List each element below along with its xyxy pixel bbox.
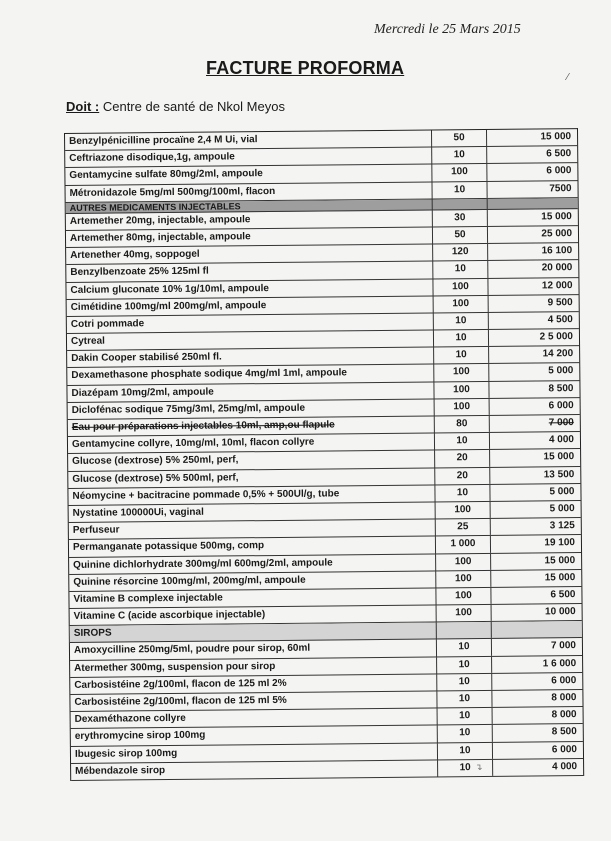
quantity-cell: 20 — [435, 467, 490, 484]
item-name-cell: Vitamine C (acide ascorbique injectable) — [70, 606, 437, 626]
quantity-cell: 25 — [436, 519, 491, 536]
price-cell: 5 000 — [548, 365, 574, 377]
quantity-cell: 100 — [435, 399, 490, 416]
price-cell: 6 500 — [546, 148, 572, 160]
quantity-cell: 20 — [435, 450, 490, 467]
item-name-cell: Nystatine 100000Ui, vaginal — [69, 502, 436, 522]
item-name-cell: Ceftriazone disodique,1g, ampoule — [65, 148, 432, 168]
item-name-cell: Glucose (dextrose) 5% 500ml, perf, — [68, 468, 435, 488]
billed-to-label: Doit : — [66, 99, 100, 114]
quantity-cell: 10 — [437, 674, 492, 691]
price-cell: 20 000 — [541, 262, 573, 274]
quantity-cell: 10 — [432, 147, 487, 164]
quantity-cell: 10 — [434, 330, 489, 347]
quantity-cell: 10 — [435, 433, 490, 450]
price-cell: 4 500 — [547, 313, 573, 326]
item-name-cell: Néomycine + bacitracine pommade 0,5% + 500Ul/g, tube — [68, 485, 435, 505]
price-cell: 5 000 — [549, 503, 575, 515]
item-name-cell: Glucose (dextrose) 5% 250ml, perf, — [68, 451, 435, 471]
price-cell: 6 000 — [551, 674, 577, 687]
quantity-cell: 30 — [433, 210, 488, 227]
price-cell: 15 000 — [544, 571, 576, 584]
item-name-cell: Carbosistéine 2g/100ml, flacon de 125 ml 2% — [70, 674, 437, 694]
invoice-date: Mercredi le 25 Mars 2015 — [374, 22, 521, 37]
price-cell: 6 000 — [546, 165, 572, 177]
pen-mark: ⁄ — [567, 72, 569, 83]
quantity-cell: 10 — [437, 657, 492, 674]
quantity-cell: 100 — [434, 364, 489, 381]
price-cell: 16 100 — [541, 245, 573, 257]
item-name-cell: Amoxycilline 250mg/5ml, poudre pour sirop, 60ml — [70, 640, 437, 660]
item-name-cell: AUTRES MEDICAMENTS INJECTABLES — [66, 199, 433, 213]
quantity-cell: 100 — [437, 605, 492, 622]
items-table — [64, 128, 584, 781]
item-name-cell: Eau pour préparations injectables 10ml, amp,ou flapule — [68, 416, 435, 436]
item-name-cell: Ibugesic sirop 100mg — [71, 743, 438, 763]
item-name-cell: SIROPS — [70, 623, 437, 643]
item-name-cell: Mébendazole sirop — [71, 760, 438, 780]
pen-mark: ↴ — [475, 762, 483, 772]
billed-to — [66, 99, 285, 114]
item-name-cell: Carbosistéine 2g/100ml, flacon de 125 ml 5% — [70, 691, 437, 711]
price-cell: 7500 — [549, 182, 572, 194]
item-name-cell: Cytreal — [67, 331, 434, 351]
item-name-cell: Artenether 40mg, soppogel — [66, 245, 433, 265]
price-cell: 1 6 000 — [542, 657, 577, 670]
item-name-cell: Diclofénac sodique 75mg/3ml, 25mg/ml, ampoule — [68, 399, 435, 419]
quantity-cell: 10 — [434, 347, 489, 364]
price-cell: 5 000 — [549, 485, 575, 498]
quantity-cell: 10 — [438, 708, 493, 725]
quantity-cell: 10 — [438, 760, 493, 777]
invoice-title: FACTURE PROFORMA — [206, 58, 405, 78]
item-name-cell: Dexamethasone phosphate sodique 4mg/ml 1ml, ampoule — [67, 365, 434, 385]
quantity-cell: 100 — [436, 571, 491, 588]
price-cell: 25 000 — [541, 228, 573, 240]
item-name-cell: Calcium gluconate 10% 1g/10ml, ampoule — [66, 279, 433, 299]
quantity-cell: 100 — [436, 553, 491, 570]
price-cell: 2 5 000 — [539, 331, 574, 343]
price-cell: 13 500 — [543, 468, 575, 480]
item-name-cell: Dexaméthazone collyre — [71, 709, 438, 729]
quantity-cell: 100 — [436, 502, 491, 519]
item-name-cell: Quinine résorcine 100mg/ml, 200mg/ml, ampoule — [69, 571, 436, 591]
item-name-cell: Artemether 80mg, injectable, ampoule — [66, 227, 433, 247]
quantity-cell: 100 — [433, 278, 488, 295]
price-cell: 6 000 — [551, 743, 577, 755]
price-cell: 19 100 — [544, 537, 576, 549]
price-cell: 7 000 — [548, 417, 574, 429]
quantity-cell: 80 — [435, 416, 490, 433]
item-name-cell: Quinine dichlorhydrate 300mg/ml 600mg/2ml, ampoule — [69, 554, 436, 574]
quantity-cell: 10 — [434, 313, 489, 330]
quantity-cell: 10 — [437, 639, 492, 656]
quantity-cell: 100 — [436, 588, 491, 605]
price-cell: 8 500 — [548, 382, 574, 394]
item-name-cell: Artemether 20mg, injectable, ampoule — [66, 210, 433, 230]
quantity-cell — [437, 622, 492, 639]
price-cell: 15 000 — [541, 210, 572, 223]
price-cell: 15 000 — [540, 131, 572, 143]
price-cell: 4 000 — [552, 760, 578, 773]
price-cell: 8 000 — [551, 692, 577, 704]
item-name-cell: Benzylpénicilline procaïne 2,4 M Ui, vial — [65, 130, 432, 150]
price-cell: 8 000 — [551, 709, 577, 721]
item-name-cell: Diazépam 10mg/2ml, ampoule — [67, 382, 434, 402]
item-name-cell: Métronidazole 5mg/ml 500mg/100ml, flacon — [66, 182, 433, 202]
quantity-cell: 10 — [433, 261, 488, 278]
price-cell: 15 000 — [544, 554, 576, 566]
table-row — [71, 759, 583, 781]
quantity-cell: 120 — [433, 244, 488, 261]
price-cell: 6 500 — [550, 588, 576, 601]
quantity-cell: 10 — [438, 725, 493, 742]
quantity-cell: 10 — [438, 742, 493, 759]
price-cell: 14 200 — [542, 348, 574, 360]
item-name-cell: Dakin Cooper stabilisé 250ml fl. — [67, 348, 434, 368]
item-name-cell: Benzylbenzoate 25% 125ml fl — [66, 262, 433, 282]
price-cell — [488, 198, 578, 209]
item-name-cell: Gentamycine collyre, 10mg/ml, 10ml, flacon collyre — [68, 434, 435, 454]
item-name-cell: erythromycine sirop 100mg — [71, 726, 438, 746]
price-cell: 8 500 — [551, 726, 577, 738]
item-name-cell: Gentamycine sulfate 80mg/2ml, ampoule — [65, 165, 432, 185]
price-cell: 9 500 — [547, 296, 573, 309]
quantity-cell: 100 — [434, 296, 489, 313]
item-name-cell: Permanganate potassique 500mg, comp — [69, 537, 436, 557]
price-cell: 4 000 — [548, 434, 575, 446]
quantity-cell: 50 — [433, 227, 488, 244]
quantity-cell — [433, 199, 488, 210]
quantity-cell: 10 — [432, 181, 487, 198]
item-name-cell: Atermether 300mg, suspension pour sirop — [70, 657, 437, 677]
quantity-cell: 100 — [434, 382, 489, 399]
item-name-cell: Cimétidine 100mg/ml 200mg/ml, ampoule — [67, 296, 434, 316]
price-cell: 10 000 — [544, 606, 576, 618]
billed-to-value: Centre de santé de Nkol Meyos — [102, 99, 285, 114]
item-name-cell: Vitamine B complexe injectable — [69, 588, 436, 608]
price-cell: 7 000 — [550, 640, 577, 652]
price-cell: 12 000 — [541, 279, 573, 291]
quantity-cell: 10 — [435, 485, 490, 502]
price-cell: 15 000 — [543, 451, 575, 463]
item-name-cell: Cotri pommade — [67, 313, 434, 333]
quantity-cell: 100 — [432, 164, 487, 181]
price-cell — [492, 621, 582, 638]
quantity-cell: 1 000 — [436, 536, 491, 553]
quantity-cell: 10 — [437, 691, 492, 708]
price-cell: 3 125 — [549, 520, 575, 532]
quantity-cell: 50 — [432, 130, 487, 147]
price-cell: 6 000 — [548, 399, 574, 412]
item-name-cell: Perfuseur — [69, 520, 436, 540]
